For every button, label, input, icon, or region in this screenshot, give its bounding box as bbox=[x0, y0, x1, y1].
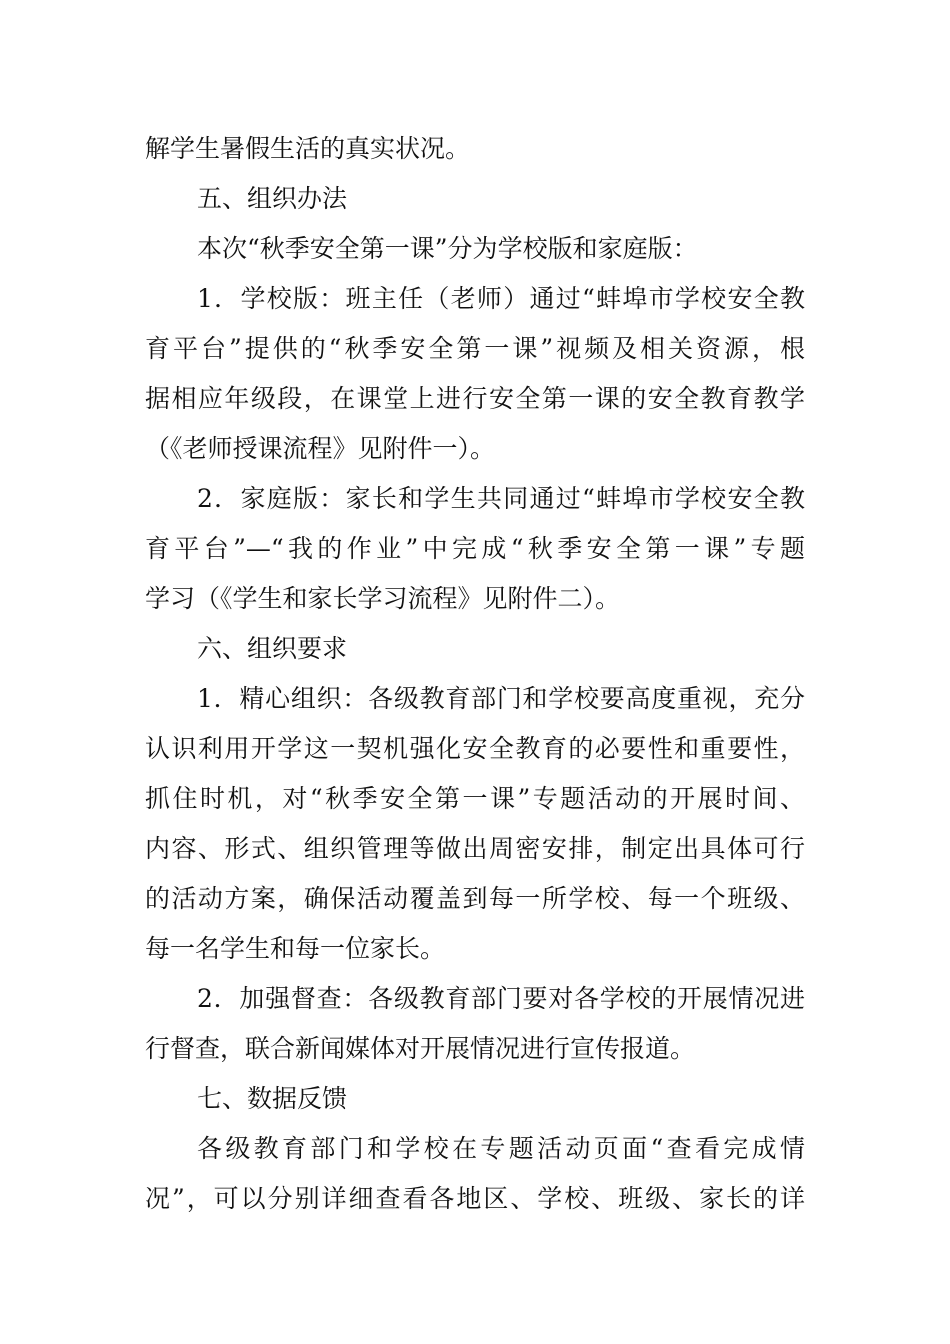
section-heading: 五、组织办法 bbox=[197, 184, 348, 213]
list-item: 1．学校版：班主任（老师）通过“蚌埠市学校安全教 bbox=[197, 284, 805, 313]
list-item: 2．家庭版：家长和学生共同通过“蚌埠市学校安全教 bbox=[197, 484, 805, 513]
body-line: 育平台”提供的“秋季安全第一课”视频及相关资源，根 bbox=[145, 334, 805, 363]
body-line: 育平台”—“我的作业”中完成“秋季安全第一课”专题 bbox=[145, 534, 805, 563]
section-heading: 六、组织要求 bbox=[197, 634, 348, 663]
body-line: 认识利用开学这一契机强化安全教育的必要性和重要性， bbox=[145, 734, 805, 763]
body-line: 据相应年级段，在课堂上进行安全第一课的安全教育教学 bbox=[145, 384, 805, 413]
document-body bbox=[145, 124, 805, 1224]
body-line: 内容、形式、组织管理等做出周密安排，制定出具体可行 bbox=[145, 834, 805, 863]
body-line: 的活动方案，确保活动覆盖到每一所学校、每一个班级、 bbox=[145, 884, 805, 913]
body-line: 本次“秋季安全第一课”分为学校版和家庭版： bbox=[197, 234, 698, 263]
list-item: 1．精心组织：各级教育部门和学校要高度重视，充分 bbox=[197, 684, 805, 713]
body-line: （《老师授课流程》见附件一）。 bbox=[145, 434, 496, 463]
body-line: 况”，可以分别详细查看各地区、学校、班级、家长的详 bbox=[145, 1184, 805, 1213]
body-line: 解学生暑假生活的真实状况。 bbox=[145, 134, 471, 163]
body-line: 各级教育部门和学校在专题活动页面“查看完成情 bbox=[197, 1134, 805, 1163]
section-heading: 七、数据反馈 bbox=[197, 1084, 348, 1113]
body-line: 抓住时机，对“秋季安全第一课”专题活动的开展时间、 bbox=[145, 784, 805, 813]
body-line: 行督查，联合新闻媒体对开展情况进行宣传报道。 bbox=[145, 1034, 696, 1063]
body-line: 学习（《学生和家长学习流程》见附件二）。 bbox=[145, 584, 621, 613]
list-item: 2．加强督查：各级教育部门要对各学校的开展情况进 bbox=[197, 984, 805, 1013]
body-line: 每一名学生和每一位家长。 bbox=[145, 934, 446, 963]
